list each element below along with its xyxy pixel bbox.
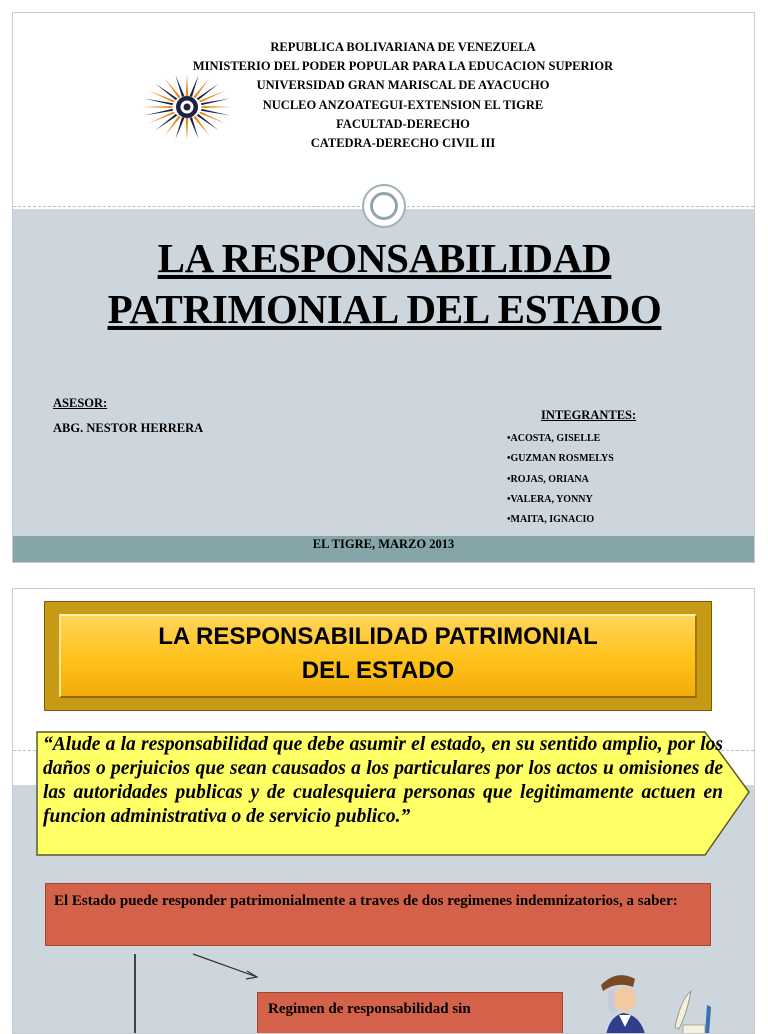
slide-title-line-1: LA RESPONSABILIDAD PATRIMONIAL	[158, 623, 598, 650]
member-item: •VALERA, YONNY	[507, 493, 593, 505]
divider-ring-ornament	[362, 184, 406, 228]
header-line-course: CATEDRA-DERECHO CIVIL III	[310, 136, 496, 151]
presentation-title-line-2: PATRIMONIAL DEL ESTADO	[107, 286, 662, 332]
regimes-intro-box: El Estado puede responder patrimonialmente a traves de dos regimenes indemnizatorios, a saber:	[45, 883, 711, 946]
advisor-name: ABG. NESTOR HERRERA	[53, 421, 204, 435]
slide-title-line-2: DEL ESTADO	[301, 657, 455, 684]
header-line-faculty: FACULTAD-DERECHO	[336, 116, 470, 131]
slide-title-frame	[44, 601, 712, 711]
institution-header	[163, 38, 643, 153]
header-line-university: UNIVERSIDAD GRAN MARISCAL DE AYACUCHO	[256, 78, 550, 93]
advisor-label: ASESOR:	[53, 396, 108, 410]
regime-box: Regimen de responsabilidad sin	[257, 992, 563, 1034]
header-line-ministry: MINISTERIO DEL PODER POPULAR PARA LA EDUCACION SUPERIOR	[192, 59, 614, 74]
slide-title	[45, 620, 711, 688]
header-line-republic: REPUBLICA BOLIVARIANA DE VENEZUELA	[270, 40, 536, 54]
member-item: •GUZMAN ROSMELYS	[507, 453, 614, 465]
scholar-writing-clipart-icon	[583, 963, 723, 1034]
member-item: •MAITA, IGNACIO	[507, 514, 595, 526]
divider-ring-inner	[370, 192, 398, 220]
title-slide	[12, 12, 755, 563]
header-line-campus: NUCLEO ANZOATEGUI-EXTENSION EL TIGRE	[262, 97, 544, 112]
definition-slide	[12, 588, 755, 1034]
member-item: •ACOSTA, GISELLE	[507, 433, 601, 444]
definition-quote: “Alude a la responsabilidad que debe asumir el estado, en su sentido amplio, por los daños o perjuicios que sean causados a los particulares por los actos u omisiones de las autoridades publicas y de cualesquiera personas que legitimamente actuen en funcion administrativa o de servicio publico.”	[43, 734, 723, 827]
member-item: •ROJAS, ORIANA	[507, 473, 589, 485]
presentation-title-line-1: LA RESPONSABILIDAD	[157, 235, 612, 281]
arrow-right-icon	[183, 947, 273, 987]
members-label: INTEGRANTES:	[541, 408, 637, 422]
place-date: EL TIGRE, MARZO 2013	[312, 537, 455, 551]
members-list	[507, 429, 614, 530]
presentation-title	[33, 233, 736, 335]
connector-line	[134, 954, 136, 1034]
